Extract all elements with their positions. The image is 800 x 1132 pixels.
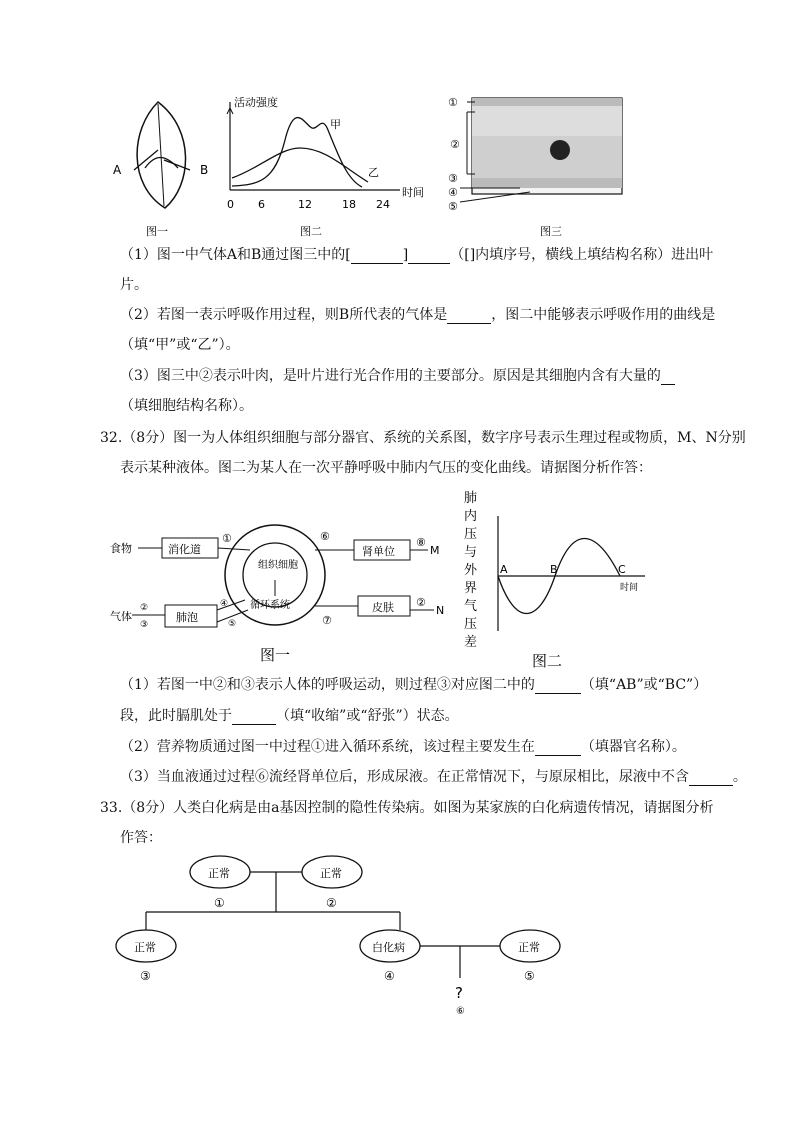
- fig2-ylabel: 活动强度: [234, 96, 278, 109]
- ped-num-3: ③: [140, 969, 151, 983]
- fig2-tick-12: 12: [298, 198, 312, 211]
- pressure-point-a: A: [500, 563, 508, 576]
- ped-num-2: ②: [326, 896, 337, 910]
- fig1-caption: 图一: [146, 225, 168, 238]
- ped-num-4: ④: [384, 969, 395, 983]
- fig2-tick-24: 24: [376, 198, 390, 211]
- pressure-ylabel-6: 界: [464, 581, 478, 596]
- q31-blank-3[interactable]: [447, 309, 491, 324]
- q32-p3-a: （3）当血液通过过程⑥流经肾单位后，形成尿液。在正常情况下，与原尿相比，尿液中不含: [120, 769, 689, 785]
- diag-num-1: ①: [222, 532, 232, 545]
- pressure-ylabel-4: 与: [464, 545, 478, 560]
- q32-pressure-chart: [460, 486, 670, 670]
- fig1-label-b: B: [200, 163, 209, 177]
- diag-num-5: ⑤: [228, 619, 237, 629]
- fig3-marker-2: ②: [450, 138, 460, 151]
- q32-p1-d: （填“收缩”或“舒张”）状态。: [276, 708, 459, 724]
- pressure-ylabel-3: 压: [464, 527, 478, 542]
- ped-unknown: ?: [455, 984, 463, 1002]
- q31-p3-a: （3）图三中②表示叶肉，是叶片进行光合作用的主要部分。原因是其细胞内含有大量的: [120, 368, 661, 384]
- diag-digestive: 消化道: [168, 543, 201, 556]
- pressure-point-c: C: [618, 563, 626, 576]
- fig3-marker-1: ①: [448, 96, 458, 109]
- q31-part3-line1: [120, 367, 675, 385]
- curve-yi: [232, 148, 368, 182]
- pressure-xlabel: 时间: [620, 583, 639, 593]
- q32-blank-4[interactable]: [689, 771, 733, 786]
- q31-p2-c: （填“甲”或“乙”）。: [120, 337, 240, 353]
- diag-n: N: [436, 604, 445, 617]
- ped-person-5: 正常: [518, 941, 540, 954]
- q31-p2-b: ，图二中能够表示呼吸作用的曲线是: [491, 307, 716, 323]
- q31-blank-1[interactable]: [351, 249, 403, 264]
- fig2-tick-6: 6: [258, 198, 265, 211]
- pressure-ylabel-5: 外: [464, 563, 478, 578]
- fig2-tick-18: 18: [342, 198, 356, 211]
- diag-num-2-left: ②: [140, 603, 149, 613]
- q32-intro-line1: 32.（8分）图一为人体组织细胞与部分器官、系统的关系图，数字序号表示生理过程或物质，M、N分别: [100, 430, 746, 446]
- diag-num-4: ④: [220, 599, 229, 609]
- q32-part3: [120, 768, 747, 786]
- q31-p1-b: ]: [402, 247, 409, 263]
- q33-intro-line2: 作答：: [120, 830, 162, 846]
- q32-p1-b: （填“AB”或“BC”）: [580, 677, 708, 693]
- q32-p2-b: （填器官名称）。: [580, 739, 686, 755]
- ped-person-1: 正常: [208, 867, 230, 880]
- q32-part1-line1: [120, 676, 707, 694]
- pressure-ylabel-2: 内: [464, 509, 478, 524]
- figure-two-chart: [227, 95, 424, 238]
- q32-part1-line2: [120, 707, 459, 725]
- diag-lung: 肺泡: [176, 611, 198, 624]
- q32-system-diagram: [110, 510, 470, 670]
- diag-num-8: ⑧: [416, 536, 426, 549]
- q31-p1-a: （1）图一中气体A和B通过图三中的[: [120, 247, 351, 263]
- diag-kidney: 肾单位: [362, 545, 395, 558]
- figure-three-leaf-section: [448, 96, 622, 238]
- diag-skin: 皮肤: [372, 601, 394, 614]
- diag-circulation: 循环系统: [250, 600, 290, 611]
- diag-food: 食物: [110, 542, 132, 555]
- pressure-ylabel-9: 差: [464, 635, 478, 650]
- fig3-marker-4: ④: [448, 186, 458, 199]
- ped-person-3: 正常: [134, 941, 156, 954]
- top-figures: [100, 90, 630, 240]
- pressure-ylabel-1: 肺: [464, 491, 478, 506]
- fig2-series-yi: 乙: [368, 166, 379, 179]
- q31-blank-2[interactable]: [408, 249, 450, 264]
- q31-p3-b: （填细胞结构名称）。: [120, 398, 253, 414]
- diag-num-2-right: ②: [416, 596, 426, 609]
- ped-person-4: 白化病: [372, 941, 405, 954]
- q32-blank-2[interactable]: [232, 710, 276, 725]
- diag-num-3-left: ③: [140, 620, 149, 630]
- ped-person-2: 正常: [320, 867, 342, 880]
- q32-intro-line2: 表示某种液体。图二为某人在一次平静呼吸中肺内气压的变化曲线。请据图分析作答：: [120, 460, 652, 476]
- q31-p1-c: （[]内填序号，横线上填结构名称）进出叶: [450, 247, 714, 263]
- fig2-caption: 图二: [300, 225, 322, 238]
- q32-p1-a: （1）若图一中②和③表示人体的呼吸运动，则过程③对应图二中的: [120, 677, 535, 693]
- pressure-caption: 图二: [532, 652, 563, 670]
- q33-pedigree: [110, 850, 590, 1030]
- pressure-point-b: B: [550, 563, 558, 576]
- q32-blank-3[interactable]: [535, 741, 581, 756]
- q32-p3-b: 。: [732, 769, 747, 785]
- q31-p1-d: 片。: [120, 277, 148, 293]
- pressure-ylabel-7: 气: [464, 599, 478, 614]
- diag-tissue: 组织细胞: [258, 560, 298, 571]
- q33-intro-line1: 33.（8分）人类白化病是由a基因控制的隐性传染病。如图为某家族的白化病遗传情况，请据图分析: [100, 800, 714, 816]
- diag-caption: 图一: [260, 646, 291, 664]
- curve-jia: [232, 118, 362, 187]
- figure-one-leaf: [113, 102, 208, 238]
- q31-part1-line1: [120, 246, 713, 264]
- q32-blank-1[interactable]: [535, 679, 581, 694]
- q32-p1-c: 段，此时膈肌处于: [120, 708, 232, 724]
- fig2-xlabel: 时间: [402, 186, 424, 199]
- diag-gas: 气体: [110, 610, 132, 623]
- pressure-ylabel-8: 压: [464, 617, 478, 632]
- ped-num-1: ①: [214, 896, 225, 910]
- q31-p2-a: （2）若图一表示呼吸作用过程，则B所代表的气体是: [120, 307, 448, 323]
- fig2-tick-0: 0: [227, 198, 234, 211]
- q31-blank-4[interactable]: [661, 370, 675, 385]
- fig3-marker-3: ③: [448, 172, 458, 185]
- ped-num-5: ⑤: [524, 969, 535, 983]
- q32-part2: [120, 738, 686, 756]
- diag-m: M: [430, 544, 440, 557]
- ped-num-6: ⑥: [456, 1006, 465, 1017]
- q32-p2-a: （2）营养物质通过图一中过程①进入循环系统，该过程主要发生在: [120, 739, 535, 755]
- diag-num-7: ⑦: [322, 614, 332, 627]
- fig1-label-a: A: [113, 163, 122, 177]
- fig3-caption: 图三: [540, 225, 562, 238]
- fig3-marker-5: ⑤: [448, 200, 458, 213]
- q31-part2-line1: [120, 306, 715, 324]
- fig2-series-jia: 甲: [330, 118, 341, 131]
- diag-num-6: ⑥: [320, 530, 330, 543]
